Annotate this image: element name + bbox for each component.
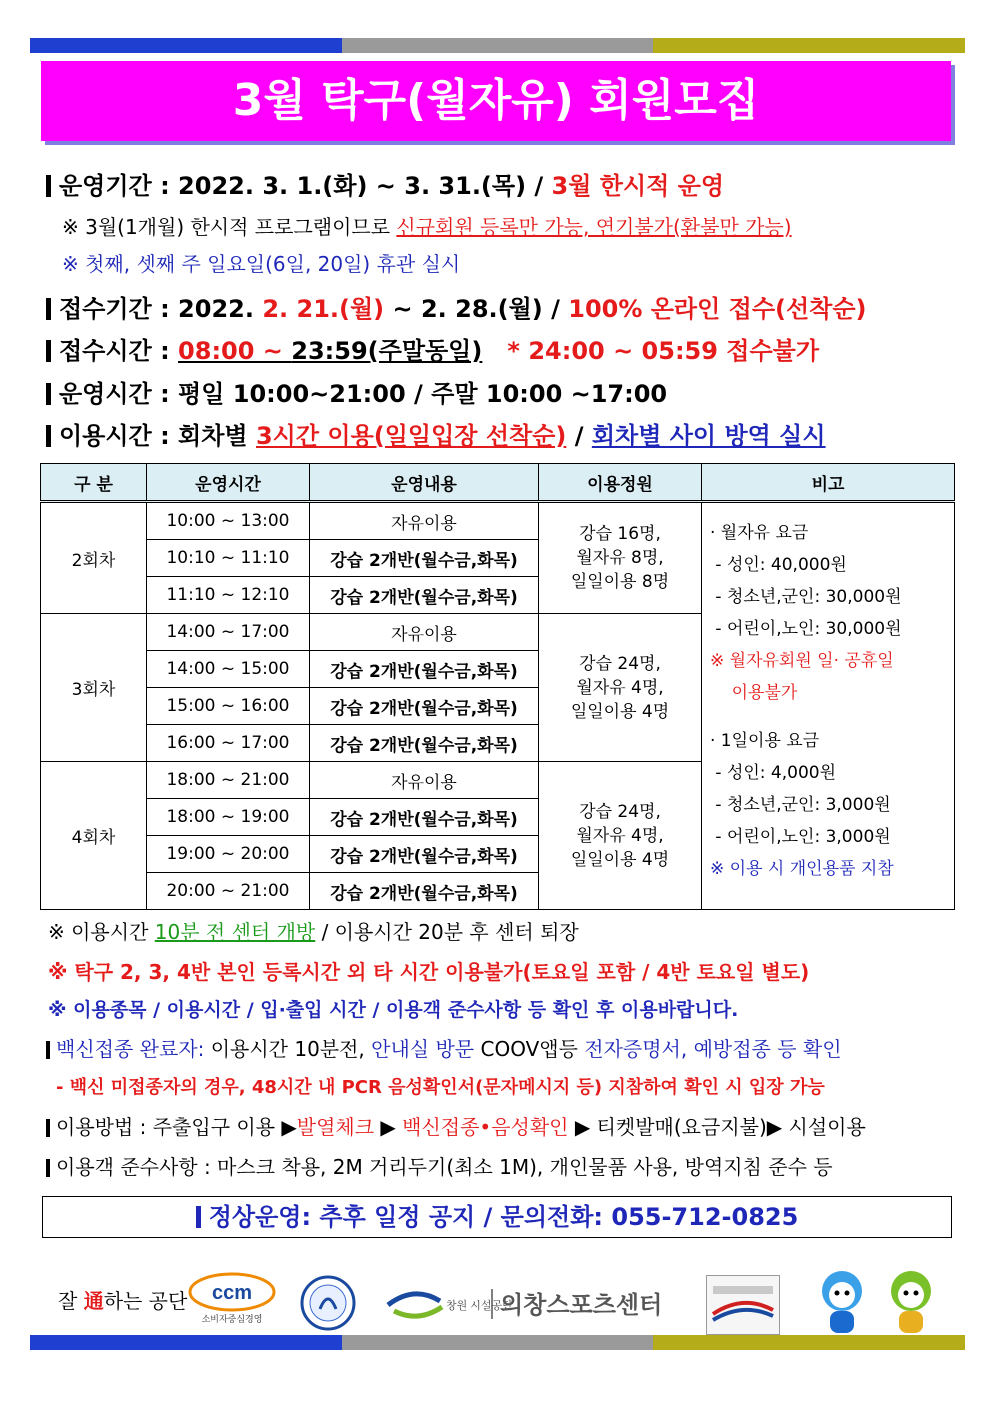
session-capacity: 강습 24명, 월자유 4명, 일일이용 4명 [539, 614, 702, 762]
remark-line: 이용불가 [710, 683, 798, 703]
remark-line: · 1일이용 요금 [710, 731, 820, 751]
session-capacity: 강습 24명, 월자유 4명, 일일이용 4명 [539, 762, 702, 910]
row-content: 자유이용 [310, 762, 539, 799]
remark-line: - 어린이,노인: 3,000원 [710, 827, 891, 847]
header-capacity: 이용정원 [539, 464, 702, 502]
sports-center-icon [384, 1279, 674, 1329]
registration-period-line: 접수기간 : 2022. 2. 21.(월) ~ 2. 28.(월) / 100% 온라인 접수(선착순) [46, 289, 867, 324]
remark-line: - 청소년,군인: 3,000원 [710, 795, 891, 815]
contact-box: 정상운영: 추후 일정 공지 / 문의전화: 055-712-0825 [42, 1196, 952, 1238]
session-name: 3회차 [41, 614, 147, 762]
remark-line: ※ 이용 시 개인용품 지참 [710, 859, 894, 879]
remark-line: - 청소년,군인: 30,000원 [710, 587, 902, 607]
remark-line: - 성인: 40,000원 [710, 555, 847, 575]
ccm-logo [186, 1270, 278, 1328]
usage-method-line: 이용방법 : 주출입구 이용 ▶발열체크 ▶ 백신접종•음성확인 ▶ 티켓발매(요금지불)▶ 시설이용 [46, 1111, 866, 1140]
svg-text:소비자중심경영: 소비자중심경영 [201, 1314, 263, 1324]
note2-line: ※ 첫째, 셋째 주 일요일(6일, 20일) 휴관 실시 [62, 252, 461, 276]
schedule-table [40, 463, 955, 910]
header-content: 운영내용 [310, 464, 539, 502]
row-content: 자유이용 [310, 614, 539, 651]
row-time: 16:00 ~ 17:00 [147, 725, 310, 762]
usage-time-line: 이용시간 : 회차별 3시간 이용(일일입장 선착순) / 회차별 사이 방역 실시 [46, 416, 826, 451]
bottom-note-3: ※ 이용종목 / 이용시간 / 입·출입 시간 / 이용객 준수사항 등 확인 후 이용바랍니다. [48, 999, 739, 1021]
sports-center-logo [384, 1279, 674, 1333]
note1-line: ※ 3월(1개월) 한시적 프로그램이므로 신규회원 등록만 가능, 연기불가(환불만 가능) [62, 215, 792, 239]
row-content: 강습 2개반(월수금,화목) [310, 577, 539, 614]
header-category: 구 분 [41, 464, 147, 502]
top-color-bar [30, 38, 965, 53]
operating-time-line: 운영시간 : 평일 10:00~21:00 / 주말 10:00 ~17:00 [46, 374, 667, 409]
registration-time-line: 접수시간 : 08:00 ~ 23:59(주말동일) * 24:00 ~ 05:59 접수불가 [46, 331, 819, 366]
row-time: 20:00 ~ 21:00 [147, 873, 310, 910]
certification-icon [707, 1276, 779, 1334]
footer-logos [0, 1265, 992, 1335]
bottom-note-2: ※ 탁구 2, 3, 4반 본인 등록시간 외 타 시간 이용불가(토요일 포함 / 4반 토요일 별도) [48, 960, 810, 984]
certification-logo [706, 1275, 780, 1335]
remark-line: ※ 월자유회원 일· 공휴일 [710, 651, 894, 671]
slogan: 잘 通하는 공단 [58, 1289, 188, 1313]
human-rights-icon [300, 1275, 356, 1331]
row-time: 14:00 ~ 15:00 [147, 651, 310, 688]
remark-line: - 성인: 4,000원 [710, 763, 837, 783]
ccm-icon [186, 1270, 278, 1328]
row-time: 11:10 ~ 12:10 [147, 577, 310, 614]
unvaccinated-line: - 백신 미접종자의 경우, 48시간 내 PCR 음성확인서(문자메시지 등) 지참하여 확인 시 입장 가능 [56, 1077, 825, 1098]
row-content: 강습 2개반(월수금,화목) [310, 651, 539, 688]
rules-line: 이용객 준수사항 : 마스크 착용, 2M 거리두기(최소 1M), 개인물품 사용, 방역지침 준수 등 [46, 1151, 833, 1180]
row-content: 강습 2개반(월수금,화목) [310, 873, 539, 910]
row-time: 18:00 ~ 19:00 [147, 799, 310, 836]
session-name: 2회차 [41, 502, 147, 614]
svg-text:창원 시설공단: 창원 시설공단 [446, 1300, 513, 1312]
row-time: 19:00 ~ 20:00 [147, 836, 310, 873]
row-content: 강습 2개반(월수금,화목) [310, 725, 539, 762]
row-content: 자유이용 [310, 502, 539, 540]
svg-text:의창스포츠센터: 의창스포츠센터 [500, 1291, 663, 1319]
row-time: 10:00 ~ 13:00 [147, 502, 310, 540]
mascot-green-icon [880, 1267, 942, 1335]
svg-text:ccm: ccm [211, 1282, 253, 1304]
bottom-note-1: ※ 이용시간 10분 전 센터 개방 / 이용시간 20분 후 센터 퇴장 [48, 920, 579, 944]
page-title: 3월 탁구(월자유) 회원모집 [41, 61, 951, 141]
human-rights-logo [300, 1275, 356, 1335]
row-content: 강습 2개반(월수금,화목) [310, 799, 539, 836]
remarks-cell [702, 502, 955, 910]
mascot-1 [812, 1267, 872, 1339]
period-line: 운영기간 : 2022. 3. 1.(화) ~ 3. 31.(목) / 3월 한시적 운영 [46, 166, 724, 201]
session-name: 4회차 [41, 762, 147, 910]
mascot-2 [880, 1267, 942, 1339]
remark-line: · 월자유 요금 [710, 523, 809, 543]
header-time: 운영시간 [147, 464, 310, 502]
row-content: 강습 2개반(월수금,화목) [310, 540, 539, 577]
table-row [41, 502, 955, 540]
row-time: 10:10 ~ 11:10 [147, 540, 310, 577]
row-time: 15:00 ~ 16:00 [147, 688, 310, 725]
row-content: 강습 2개반(월수금,화목) [310, 836, 539, 873]
row-content: 강습 2개반(월수금,화목) [310, 688, 539, 725]
session-capacity: 강습 16명, 월자유 8명, 일일이용 8명 [539, 502, 702, 614]
remark-line: - 어린이,노인: 30,000원 [710, 619, 902, 639]
mascot-blue-icon [812, 1267, 872, 1335]
row-time: 14:00 ~ 17:00 [147, 614, 310, 651]
vaccine-line: 백신접종 완료자: 이용시간 10분전, 안내실 방문 COOV앱등 전자증명서, 예방접종 등 확인 [46, 1033, 842, 1062]
header-remarks: 비고 [702, 464, 955, 502]
bottom-color-bar [30, 1335, 965, 1350]
row-time: 18:00 ~ 21:00 [147, 762, 310, 799]
